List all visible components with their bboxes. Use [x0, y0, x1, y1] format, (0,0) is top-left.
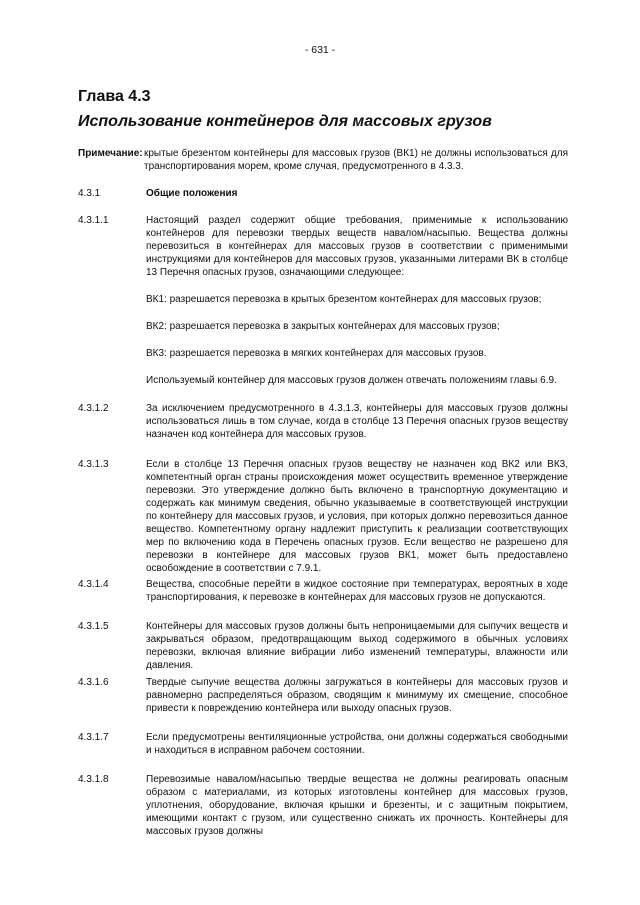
- chapter-heading: Глава 4.3: [78, 88, 151, 105]
- section-body: [146, 578, 568, 604]
- section-4-3-1-5: [78, 620, 568, 672]
- section-4-3-1-7: [78, 731, 568, 757]
- paragraph: Твердые сыпучие вещества должны загружаться в контейнеры для массовых грузов и равномерно распределяться образом, сводящим к минимуму их смещение, способное привести к повреждению контейнера или выходу опасных грузов.: [146, 677, 568, 714]
- paragraph: За исключением предусмотренного в 4.3.1.3, контейнеры для массовых грузов должны использоваться лишь в том случае, когда в столбце 13 Перечня опасных грузов веществу назначен код контейнера для массовых грузов.: [146, 403, 568, 440]
- section-4-3-1-1: [78, 214, 568, 387]
- page-number: - 631 -: [304, 44, 336, 56]
- section-number: 4.3.1.2: [78, 403, 109, 414]
- section-4-3-1-4: [78, 578, 568, 604]
- paragraph: Используемый контейнер для массовых грузов должен отвечать положениям главы 6.9.: [146, 375, 557, 386]
- section-4-3-1-2: [78, 402, 568, 441]
- note: [78, 147, 568, 173]
- section-4-3-1-3: [78, 458, 568, 575]
- section-number: 4.3.1.8: [78, 774, 109, 785]
- note-text: крытые брезентом контейнеры для массовых грузов (ВК1) не должны использоваться для транспортирования морем, кроме случая, предусмотренного в 4.3.3.: [144, 148, 568, 172]
- paragraph: ВК1: разрешается перевозка в крытых брезентом контейнерах для массовых грузов;: [146, 294, 542, 305]
- section-number: 4.3.1.4: [78, 579, 109, 590]
- paragraph: ВК2: разрешается перевозка в закрытых контейнерах для массовых грузов;: [146, 321, 500, 332]
- section-number: 4.3.1.3: [78, 459, 109, 470]
- section-4-3-1-6: [78, 676, 568, 715]
- section-heading: Общие положения: [146, 188, 238, 199]
- section-number: 4.3.1.6: [78, 677, 109, 688]
- section-number: 4.3.1.5: [78, 621, 109, 632]
- section-number: 4.3.1: [78, 188, 101, 199]
- paragraph: Перевозимые навалом/насыпью твердые вещества не должны реагировать опасным образом с материалами, из которых изготовлены контейнер для массовых грузов, уплотнения, оборудование, включая крышки и брезенты, и с защитным покрытием, имеющими контакт с грузом, или существенно снижать их прочность. Контейнеры для массовых грузов должны: [146, 774, 568, 837]
- section-4-3-1: [78, 187, 568, 200]
- section-number: 4.3.1.1: [78, 215, 109, 226]
- section-body: [146, 676, 568, 715]
- section-body: [146, 214, 568, 387]
- note-label: Примечание:: [78, 148, 143, 159]
- paragraph: Если предусмотрены вентиляционные устройства, они должны содержаться свободными и находиться в исправном рабочем состоянии.: [146, 732, 568, 756]
- section-body: [146, 458, 568, 575]
- section-body: [146, 773, 568, 838]
- paragraph: ВК3: разрешается перевозка в мягких контейнерах для массовых грузов.: [146, 348, 487, 359]
- section-body: [146, 731, 568, 757]
- paragraph: Контейнеры для массовых грузов должны быть непроницаемыми для сыпучих веществ и закрываться образом, предотвращающим выход содержимого в обычных условиях перевозки, включая влияние вибрации либо изменений температуры, влажности или давления.: [146, 621, 568, 671]
- chapter-title: Использование контейнеров для массовых грузов: [78, 113, 492, 130]
- section-number: 4.3.1.7: [78, 732, 109, 743]
- paragraph: Вещества, способные перейти в жидкое состояние при температурах, вероятных в ходе транспортирования, к перевозке в контейнерах для массовых грузов не допускаются.: [146, 579, 568, 603]
- paragraph: Настоящий раздел содержит общие требования, применимые к использованию контейнеров для перевозки твердых веществ навалом/насыпью. Вещества должны перевозиться в контейнерах для массовых грузов в соответствии с применимыми инструкциями для контейнеров для массовых грузов, указанными литерами ВК в столбце 13 Перечня опасных грузов, означающими следующее:: [146, 215, 568, 278]
- paragraph: Если в столбце 13 Перечня опасных грузов веществу не назначен код ВК2 или ВК3, компетентный орган страны происхождения может осуществить временное утверждение перевозки. Это утверждение должно быть включено в транспортную документацию и содержать как минимум сведения, обычно указываемые в соответствующей инструкции по контейнеру для массовых грузов, и условия, при которых должно перевозиться данное вещество. Компетентному органу надлежит приступить к реализации соответствующих мер по включению кода в Перечень опасных грузов. Если вещество не разрешено для перевозки в контейнере для массовых грузов ВК1, может быть предоставлено освобождение в соответствии с 7.9.1.: [146, 459, 568, 574]
- section-4-3-1-8: [78, 773, 568, 838]
- section-body: [146, 402, 568, 441]
- section-body: [146, 620, 568, 672]
